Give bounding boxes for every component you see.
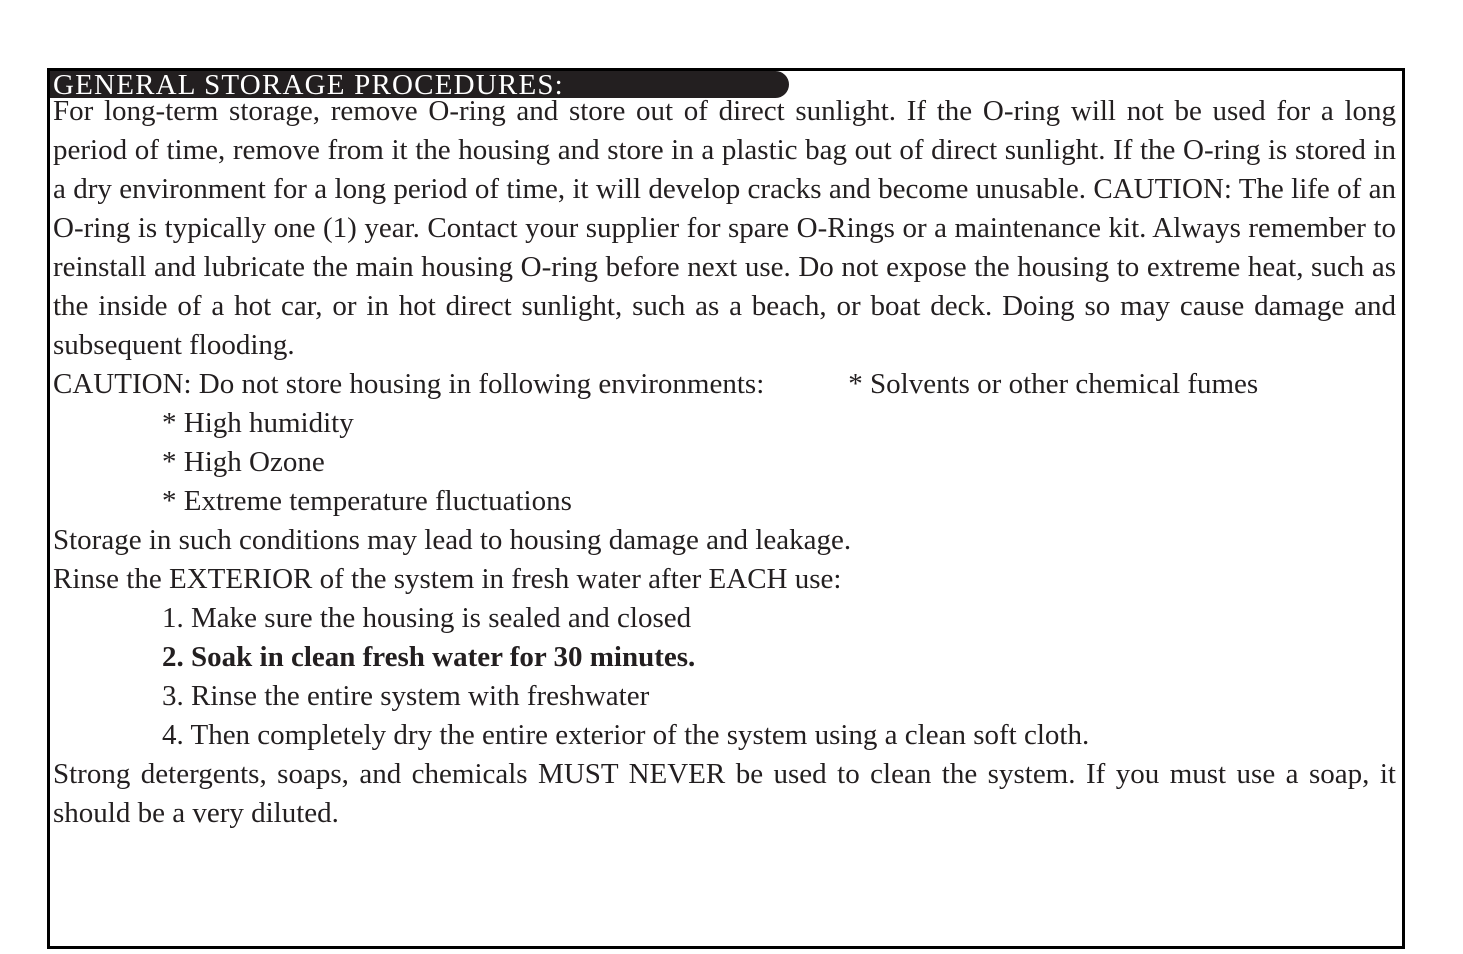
spacer (764, 365, 848, 404)
damage-note: Storage in such conditions may lead to housing damage and leakage. (53, 524, 852, 556)
environment-item: * High humidity (162, 407, 354, 439)
rinse-intro: Rinse the EXTERIOR of the system in fresh water after EACH use: (53, 563, 842, 595)
rinse-step: 1. Make sure the housing is sealed and closed (162, 602, 692, 634)
environment-item: * High Ozone (162, 446, 325, 478)
caution-environments-line (53, 365, 1396, 404)
caution-environments-text: CAUTION: Do not store housing in following environments: (53, 368, 765, 400)
environment-item: * Solvents or other chemical fumes (848, 368, 1259, 400)
rinse-step-bold: 2. Soak in clean fresh water for 30 minutes. (162, 641, 696, 673)
detergent-warning: Strong detergents, soaps, and chemicals MUST NEVER be used to clean the system. If you must use a soap, it should be a very diluted. (53, 758, 1396, 829)
section-heading: GENERAL STORAGE PROCEDURES: (50, 71, 789, 98)
rinse-step: 3. Rinse the entire system with freshwater (162, 680, 650, 712)
rinse-step: 4. Then completely dry the entire exterior of the system using a clean soft cloth. (162, 719, 1090, 751)
section-body (53, 92, 1396, 833)
storage-paragraph: For long-term storage, remove O-ring and store out of direct sunlight. If the O-ring will not be used for a long period of time, remove from it the housing and store in a plastic bag out of direct sunlight. If the O-ring is stored in a dry environment for a long period of time, it will develop cracks and become unusable. CAUTION: The life of an O-ring is typically one (1) year. Contact your supplier for spare O-Rings or a maintenance kit. Always remember to reinstall and lubricate the main housing O-ring before next use. Do not expose the housing to extreme heat, such as the inside of a hot car, or in hot direct sunlight, such as a beach, or boat deck. Doing so may cause damage and subsequent flooding. (53, 95, 1396, 361)
environment-item: * Extreme temperature fluctuations (162, 485, 572, 517)
